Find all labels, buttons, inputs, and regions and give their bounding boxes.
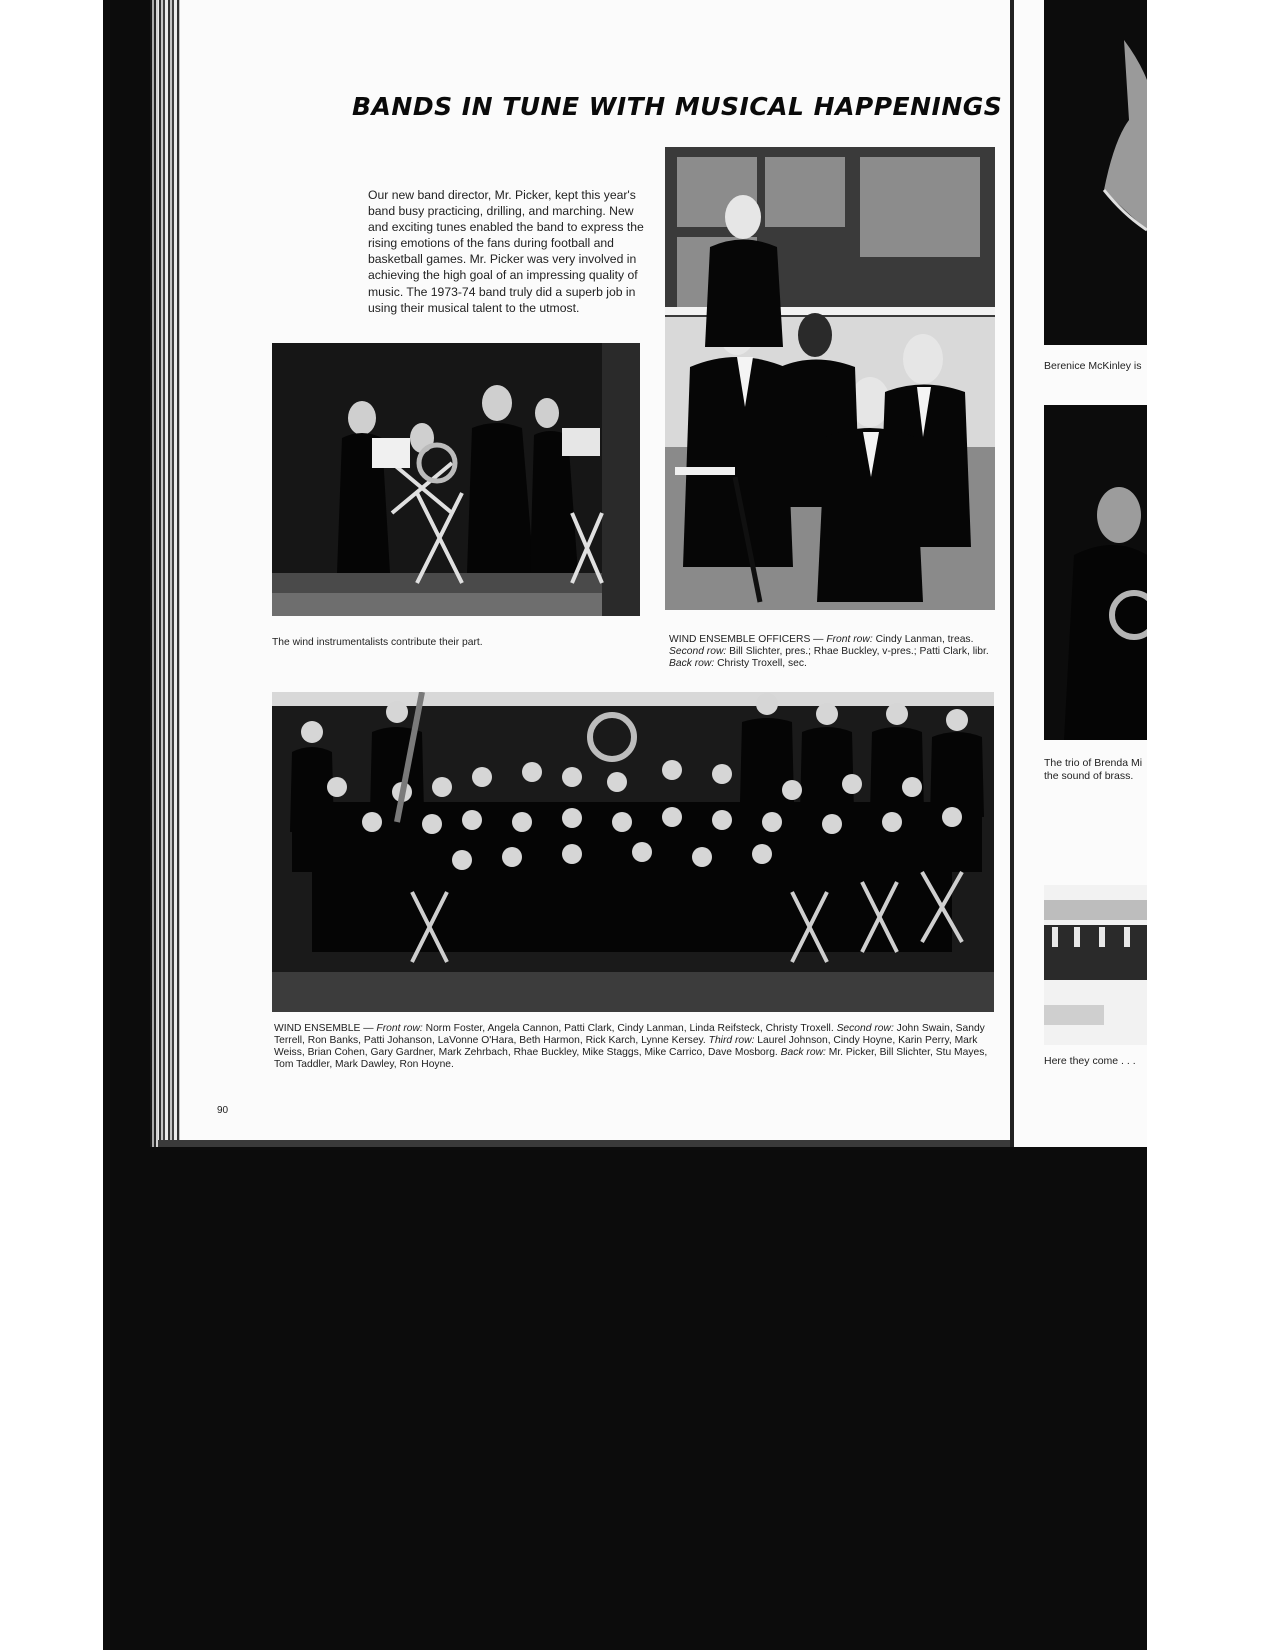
ensemble-row3-text: Laurel Johnson, Cindy Hoyne, Karin Perry, Mark Weiss, Brian Cohen, Gary Gardner, Mark Zehrbach, Rhae Buckley, Mike Staggs, Mike Carrico, Dave Mosborg. [274, 1035, 978, 1058]
facing-caption-2 [1044, 757, 1142, 783]
intro-paragraph: Our new band director, Mr. Picker, kept this year's band busy practicing, drilling, and marching. New and exciting tunes enabled the band to express the rising emotions of the fans during football and basketball games. Mr. Picker was very involved in achieving the high goal of an impressing quality of music. The 1973-74 band truly did a superb job in using their musical talent to the utmost. [368, 188, 644, 315]
officers-caption [669, 634, 991, 670]
ensemble-row1-text: Norm Foster, Angela Cannon, Patti Clark, Cindy Lanman, Linda Reifsteck, Christy Troxell. [422, 1023, 837, 1034]
facing-photo-top [1044, 0, 1147, 345]
ensemble-row2-label: Second row: [836, 1023, 894, 1034]
facing-caption-3: Here they come . . . [1044, 1055, 1136, 1067]
officers-row1-text: Cindy Lanman, treas. [872, 634, 974, 645]
wind-ensemble-caption [274, 1023, 996, 1071]
officers-row2-label: Second row: [669, 646, 727, 657]
instrumentalists-caption: The wind instrumentalists contribute their part. [272, 637, 483, 648]
officers-row3-label: Back row: [669, 658, 715, 669]
ensemble-row1-label: Front row: [376, 1023, 423, 1034]
page-number: 90 [217, 1105, 229, 1116]
facing-photo-middle [1044, 405, 1147, 740]
ensemble-row4-text: Mr. Picker, Bill Slichter, Stu Mayes, Tom Taddler, Mark Dawley, Ron Hoyne. [274, 1047, 988, 1070]
facing-caption-1: Berenice McKinley is [1044, 360, 1142, 372]
facing-caption-2-line2: the sound of brass. [1044, 770, 1134, 782]
officers-photo [665, 147, 995, 610]
facing-caption-2-line1: The trio of Brenda Mi [1044, 757, 1143, 769]
instrumentalists-photo [272, 343, 640, 616]
officers-row2-text: Bill Slichter, pres.; Rhae Buckley, v-pres.; Patti Clark, libr. [726, 646, 989, 657]
page-title: BANDS IN TUNE WITH MUSICAL HAPPENINGS [352, 92, 1003, 121]
page-bottom-edge [158, 1140, 1013, 1147]
ensemble-row2-text: John Swain, Sandy Terrell, Ron Banks, Patti Johanson, LaVonne O'Hara, Beth Harmon, Rick Karch, Lynne Kersey. [274, 1023, 985, 1046]
facing-photo-bottom [1044, 885, 1147, 1045]
officers-row3-text: Christy Troxell, sec. [714, 658, 807, 669]
officers-caption-lead: WIND ENSEMBLE OFFICERS — [669, 634, 827, 645]
wind-ensemble-photo [272, 692, 994, 1012]
ensemble-row3-label: Third row: [708, 1035, 755, 1046]
book-binding [150, 0, 180, 1147]
ensemble-row4-label: Back row: [780, 1047, 826, 1058]
officers-row1-label: Front row: [826, 634, 873, 645]
ensemble-caption-lead: WIND ENSEMBLE — [274, 1023, 377, 1034]
